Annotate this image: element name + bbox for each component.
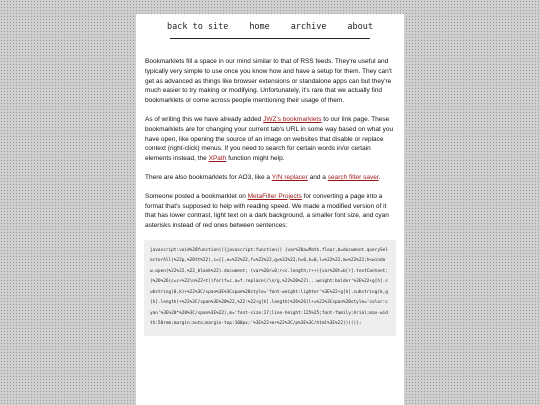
paragraph-text: Someone posted a bookmarklet on (145, 192, 248, 200)
paragraph-text: There are also bookmarklets for AO3, like a (145, 173, 272, 181)
paragraph-jwz (145, 115, 395, 164)
paragraph-text: for converting a page into a format that's supposed to help with reading speed. We made a modified version of it that has lower contrast, light text on a dark background, a smaller font size, and cyan asterisks instead of red ones between sentences: (145, 192, 389, 230)
article-page (136, 14, 404, 405)
paragraph-intro: Bookmarklets fill a space in our mind similar to that of RSS feeds. They're useful and typically very simple to use once you know how and have a setup for them. They can't get as advanced as things like browser extensions or standalone apps can but they're much easier to try making or modifying. Unfortunately, it's rare that we actually find bookmarklets or come across people mentioning their usage of them. (145, 58, 392, 105)
paragraph-ao3 (145, 173, 395, 183)
top-nav (145, 22, 395, 32)
paragraph-text: function might help. (226, 155, 285, 163)
nav-divider (170, 38, 370, 39)
nav-archive[interactable]: archive (290, 22, 327, 32)
link-metafilter-projects[interactable]: MetaFilter Projects (247, 192, 302, 200)
paragraph-text: As of writing this we have already added (145, 115, 264, 123)
link-xpath[interactable]: XPath (208, 155, 227, 163)
link-jwz-bookmarklets[interactable]: JWZ's bookmarklets (263, 115, 322, 123)
paragraph-metafilter (145, 192, 395, 231)
article-content (145, 57, 395, 336)
nav-back-to-site[interactable]: back to site (167, 22, 229, 32)
link-yn-replacer[interactable]: Y/N replacer (271, 173, 308, 181)
bookmarklet-code-block[interactable]: javascript:void%28function(){javascript:function() {var%20a=Math.floor,b=document.querySelectorAll(%22p,%20tt%22),c=[],e=%22%22,f=%22%22,g=%22%22,h=0,k=0,l=%22%22,m=%22%22;h<window.open(%22%22,%22_blank%22).document; (var%20r=0;r<c.length;r++){var%20t=b[r].textContent;(%26%26(c=c+%22\n%22+t))for(f=c.a=f.replace(/\n/g,%22%20%22)...weight:bolder'%3E%22+g[h].substring(0,k)+%22%3C/span%3E%3Cspan%20style='font-weight:lighter'%3E%22+g[h].substring(k,g[h].length)+%22%3C/span%3E%20%22,%22:%22+g[h].length)%26%26(l+=%22%3Cspan%20style='color:cyan'%3E%20*%20%3C/span%3E%22),m='font-size:17;line-height:125%25;font-family:Arial;max-width:50rem;margin:auto;margin-top:100px;'%3E%22+m+%22%3C/p%3E%3C/html%3E%22)))()}; (144, 240, 396, 336)
nav-home[interactable]: home (249, 22, 270, 32)
paragraph-text: and a (307, 173, 328, 181)
nav-about[interactable]: about (347, 22, 373, 32)
paragraph-text: . (378, 173, 381, 181)
paragraph-text: to our link page. These bookmarklets are for changing your current tab's URL in some way based on what you have open, like opening the source of an image on websites that disable or replace context (right-click) menus. If you need to search for certain words in/or certain elements instead, the (145, 115, 394, 163)
link-search-filter-saver[interactable]: search filter saver (327, 173, 379, 181)
